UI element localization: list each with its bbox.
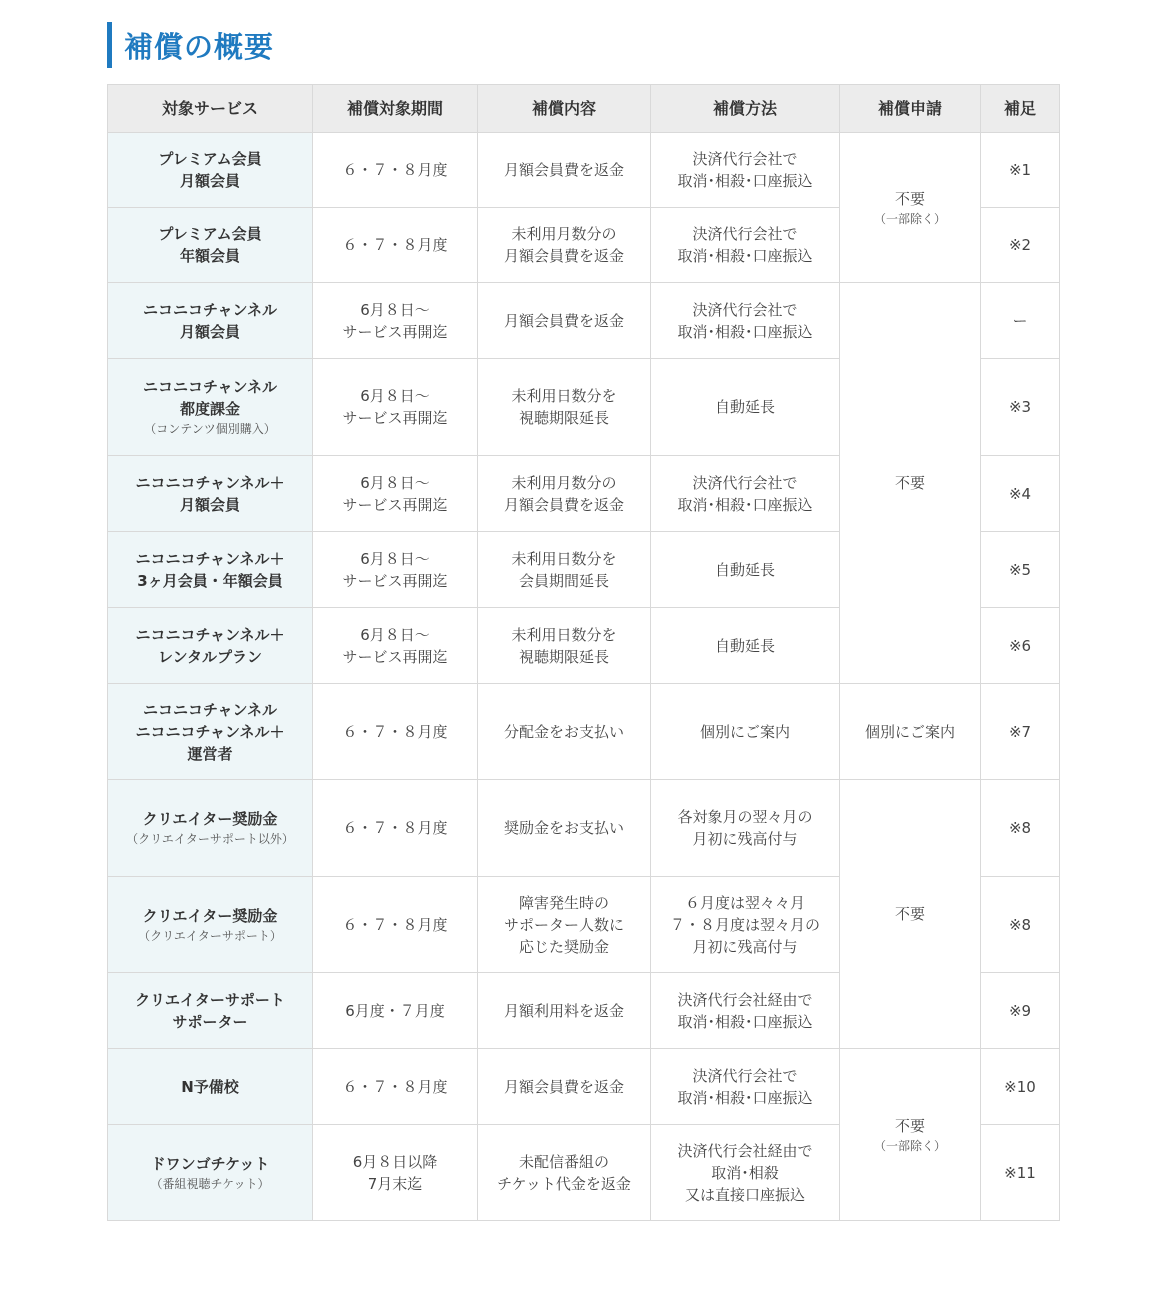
table-row bbox=[108, 684, 1060, 780]
service-name-line: 3ヶ月会員・年額会員 bbox=[137, 571, 283, 590]
service-cell bbox=[108, 532, 313, 608]
application-line: 不要 bbox=[894, 905, 925, 923]
content-line: 未利用月数分の bbox=[511, 473, 617, 492]
method-line: ６月度は翌々々月 bbox=[684, 893, 805, 912]
note-cell: ※8 bbox=[981, 877, 1060, 973]
method-cell bbox=[651, 608, 840, 684]
content-line: 未利用日数分を bbox=[511, 549, 617, 568]
content-line: 障害発生時の bbox=[518, 893, 609, 912]
content-line: 未利用日数分を bbox=[511, 625, 617, 644]
service-subnote: （コンテンツ個別購入） bbox=[144, 422, 276, 436]
method-line: 決済代行会社で bbox=[692, 1066, 798, 1085]
application-cell bbox=[840, 133, 981, 283]
method-cell bbox=[651, 456, 840, 532]
content-cell bbox=[478, 133, 651, 208]
content-cell bbox=[478, 877, 651, 973]
period-cell bbox=[313, 532, 478, 608]
content-cell bbox=[478, 456, 651, 532]
service-cell bbox=[108, 359, 313, 456]
method-line: 月初に残高付与 bbox=[692, 937, 798, 956]
section-title: 補償の概要 bbox=[124, 29, 275, 64]
application-subnote: （一部除く） bbox=[873, 211, 946, 226]
service-name-line: ニコニコチャンネル＋ bbox=[135, 625, 285, 644]
method-line: 取消･相殺 bbox=[711, 1163, 779, 1182]
application-cell bbox=[840, 780, 981, 1049]
application-cell bbox=[840, 684, 981, 780]
service-name-line: ニコニコチャンネル＋ bbox=[135, 473, 285, 492]
period-line: サービス再開迄 bbox=[342, 409, 448, 427]
note-cell: ※2 bbox=[981, 208, 1060, 283]
period-line: サービス再開迄 bbox=[342, 495, 448, 514]
period-cell bbox=[313, 208, 478, 283]
method-cell bbox=[651, 780, 840, 877]
table-row bbox=[108, 133, 1060, 208]
service-name-line: 月額会員 bbox=[179, 322, 240, 341]
content-line: 月額会員費を返金 bbox=[503, 495, 624, 514]
application-line: 不要 bbox=[894, 1116, 925, 1135]
method-line: 取消･相殺･口座振込 bbox=[677, 247, 813, 265]
method-line: 取消･相殺･口座振込 bbox=[677, 495, 813, 514]
content-line: 視聴期限延長 bbox=[518, 409, 609, 427]
service-subnote: （クリエイターサポート以外） bbox=[126, 832, 294, 846]
note-cell: ※11 bbox=[981, 1125, 1060, 1221]
service-name-line: ニコニコチャンネル＋ bbox=[135, 549, 285, 568]
method-line: 決済代行会社経由で bbox=[677, 990, 813, 1009]
period-line: ６・７・８月度 bbox=[342, 819, 448, 837]
application-subnote: （一部除く） bbox=[873, 1138, 946, 1153]
note-cell: ※4 bbox=[981, 456, 1060, 532]
period-line: 6月８日～ bbox=[360, 549, 430, 568]
method-cell bbox=[651, 208, 840, 283]
content-cell bbox=[478, 973, 651, 1049]
period-line: ６・７・８月度 bbox=[342, 1077, 448, 1096]
content-line: 奨励金をお支払い bbox=[503, 819, 624, 837]
method-line: 決済代行会社経由で bbox=[677, 1141, 813, 1160]
application-line: 不要 bbox=[894, 474, 925, 492]
service-cell bbox=[108, 283, 313, 359]
service-cell bbox=[108, 780, 313, 877]
period-cell bbox=[313, 283, 478, 359]
method-line: 取消･相殺･口座振込 bbox=[677, 322, 813, 341]
service-name-line: クリエイター奨励金 bbox=[142, 810, 278, 828]
service-name-line: プレミアム会員 bbox=[158, 225, 262, 243]
note-cell: ※3 bbox=[981, 359, 1060, 456]
service-name-line: N予備校 bbox=[181, 1077, 239, 1096]
service-cell bbox=[108, 1049, 313, 1125]
service-cell bbox=[108, 877, 313, 973]
service-cell bbox=[108, 1125, 313, 1221]
period-line: ６・７・８月度 bbox=[342, 236, 448, 254]
service-name-line: ニコニコチャンネル bbox=[142, 300, 278, 319]
content-line: 応じた奨励金 bbox=[518, 937, 609, 956]
period-cell bbox=[313, 359, 478, 456]
content-cell bbox=[478, 684, 651, 780]
service-name-line: クリエイターサポート bbox=[135, 990, 285, 1009]
method-cell bbox=[651, 973, 840, 1049]
content-line: チケット代金を返金 bbox=[497, 1174, 631, 1193]
period-cell bbox=[313, 780, 478, 877]
method-cell bbox=[651, 684, 840, 780]
content-cell bbox=[478, 608, 651, 684]
method-cell bbox=[651, 133, 840, 208]
period-line: 6月８日以降 bbox=[352, 1152, 438, 1171]
table-row bbox=[108, 283, 1060, 359]
service-name-line: レンタルプラン bbox=[157, 647, 263, 666]
period-cell bbox=[313, 1049, 478, 1125]
note-cell: ※6 bbox=[981, 608, 1060, 684]
content-line: 分配金をお支払い bbox=[503, 722, 624, 741]
service-cell bbox=[108, 608, 313, 684]
method-line: 自動延長 bbox=[714, 560, 775, 579]
note-cell: ※7 bbox=[981, 684, 1060, 780]
note-cell: ※10 bbox=[981, 1049, 1060, 1125]
content-line: 月額利用料を返金 bbox=[503, 1001, 624, 1020]
service-cell bbox=[108, 456, 313, 532]
content-cell bbox=[478, 1049, 651, 1125]
period-line: ６・７・８月度 bbox=[342, 161, 448, 179]
content-line: 会員期間延長 bbox=[518, 571, 609, 590]
period-line: ６・７・８月度 bbox=[342, 915, 448, 934]
period-line: 6月８日～ bbox=[360, 387, 430, 405]
content-line: 月額会員費を返金 bbox=[503, 247, 624, 265]
method-line: 又は直接口座振込 bbox=[684, 1185, 805, 1204]
service-name-line: ニコニコチャンネル bbox=[142, 700, 278, 719]
column-header-method: 補償方法 bbox=[651, 85, 840, 133]
method-line: 決済代行会社で bbox=[692, 225, 798, 243]
column-header-period: 補償対象期間 bbox=[313, 85, 478, 133]
period-cell bbox=[313, 608, 478, 684]
column-header-note: 補足 bbox=[981, 85, 1060, 133]
service-cell bbox=[108, 684, 313, 780]
compensation-table bbox=[107, 84, 1060, 1221]
column-header-application: 補償申請 bbox=[840, 85, 981, 133]
content-line: 未利用日数分を bbox=[511, 387, 617, 405]
service-name-line: クリエイター奨励金 bbox=[142, 906, 278, 925]
service-name-line: ニコニコチャンネル＋ bbox=[135, 722, 285, 741]
content-line: 月額会員費を返金 bbox=[503, 311, 624, 330]
service-name-line: サポーター bbox=[172, 1012, 248, 1031]
application-cell bbox=[840, 283, 981, 684]
method-cell bbox=[651, 283, 840, 359]
application-line: 個別にご案内 bbox=[864, 722, 955, 741]
note-cell: ※8 bbox=[981, 780, 1060, 877]
method-line: 月初に残高付与 bbox=[692, 830, 798, 848]
content-line: 未配信番組の bbox=[518, 1152, 609, 1171]
method-cell bbox=[651, 1125, 840, 1221]
method-line: ７・８月度は翌々月の bbox=[669, 915, 820, 934]
note-cell: ※5 bbox=[981, 532, 1060, 608]
method-line: 決済代行会社で bbox=[692, 473, 798, 492]
method-cell bbox=[651, 877, 840, 973]
content-cell bbox=[478, 283, 651, 359]
note-cell: ※1 bbox=[981, 133, 1060, 208]
period-line: サービス再開迄 bbox=[342, 322, 448, 341]
note-cell: ー bbox=[981, 283, 1060, 359]
period-cell bbox=[313, 973, 478, 1049]
section-heading bbox=[107, 22, 274, 68]
period-cell bbox=[313, 133, 478, 208]
period-line: 6月８日～ bbox=[360, 625, 430, 644]
period-cell bbox=[313, 1125, 478, 1221]
period-line: サービス再開迄 bbox=[342, 647, 448, 666]
method-line: 決済代行会社で bbox=[692, 300, 798, 319]
content-line: サポーター人数に bbox=[503, 915, 624, 934]
content-cell bbox=[478, 359, 651, 456]
service-name-line: プレミアム会員 bbox=[158, 150, 262, 168]
method-line: 取消･相殺･口座振込 bbox=[677, 172, 813, 190]
service-name-line: 運営者 bbox=[187, 744, 233, 763]
content-line: 月額会員費を返金 bbox=[503, 161, 624, 179]
period-line: 6月８日～ bbox=[360, 300, 430, 319]
service-cell bbox=[108, 973, 313, 1049]
service-subnote: （クリエイターサポート） bbox=[138, 928, 282, 943]
period-line: 6月度・７月度 bbox=[345, 1001, 445, 1020]
service-cell bbox=[108, 208, 313, 283]
method-line: 個別にご案内 bbox=[699, 722, 790, 741]
application-cell bbox=[840, 1049, 981, 1221]
note-cell: ※9 bbox=[981, 973, 1060, 1049]
content-line: 月額会員費を返金 bbox=[503, 1077, 624, 1096]
method-line: 各対象月の翌々月の bbox=[677, 808, 813, 826]
period-cell bbox=[313, 456, 478, 532]
service-name-line: 都度課金 bbox=[179, 400, 240, 418]
period-line: ６・７・８月度 bbox=[342, 722, 448, 741]
table-row bbox=[108, 780, 1060, 877]
content-line: 未利用月数分の bbox=[511, 225, 617, 243]
method-line: 決済代行会社で bbox=[692, 150, 798, 168]
method-cell bbox=[651, 532, 840, 608]
application-line: 不要 bbox=[894, 189, 925, 208]
service-cell bbox=[108, 133, 313, 208]
column-header-service: 対象サービス bbox=[108, 85, 313, 133]
period-cell bbox=[313, 877, 478, 973]
content-cell bbox=[478, 208, 651, 283]
service-name-line: 月額会員 bbox=[179, 495, 240, 514]
method-line: 取消･相殺･口座振込 bbox=[677, 1088, 813, 1107]
method-line: 取消･相殺･口座振込 bbox=[677, 1012, 813, 1031]
service-name-line: ニコニコチャンネル bbox=[142, 378, 278, 396]
service-name-line: ドワンゴチケット bbox=[150, 1154, 270, 1173]
column-header-content: 補償内容 bbox=[478, 85, 651, 133]
method-line: 自動延長 bbox=[714, 636, 775, 655]
content-line: 視聴期限延長 bbox=[518, 647, 609, 666]
period-cell bbox=[313, 684, 478, 780]
method-line: 自動延長 bbox=[714, 398, 775, 416]
service-name-line: 月額会員 bbox=[179, 172, 240, 190]
table-header-row bbox=[108, 85, 1060, 133]
content-cell bbox=[478, 780, 651, 877]
method-cell bbox=[651, 1049, 840, 1125]
service-subnote: （番組視聴チケット） bbox=[150, 1176, 270, 1191]
table-row bbox=[108, 1049, 1060, 1125]
period-line: 7月末迄 bbox=[367, 1174, 423, 1193]
period-line: サービス再開迄 bbox=[342, 571, 448, 590]
content-cell bbox=[478, 1125, 651, 1221]
content-cell bbox=[478, 532, 651, 608]
period-line: 6月８日～ bbox=[360, 473, 430, 492]
method-cell bbox=[651, 359, 840, 456]
service-name-line: 年額会員 bbox=[179, 247, 240, 265]
